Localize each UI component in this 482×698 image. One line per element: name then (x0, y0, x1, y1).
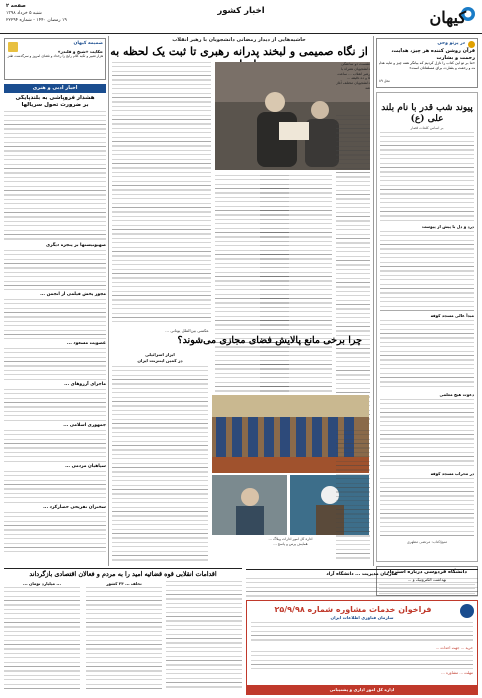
feature-sub-b: مبدأ عالی مسجد کوفه (430, 313, 474, 318)
feature-body-4 (380, 399, 474, 469)
bottom-left-sub2: ... میلیارد تومان ... (23, 581, 61, 586)
lead-intro: نشست دو ساعتگی دانشجویان همراه با رهبر انقلاب ... ساعت ۵ و ده دقیقه ... دانشجویان مختلف آغاز شد (336, 62, 370, 90)
feature-subtitle: بر اساس کلمات قصار (410, 126, 444, 130)
quran-box-heading: قرآن روشن کننده هر چیز، هدایت، رحمت و بشارت (391, 48, 475, 61)
lead-col-3 (215, 175, 289, 425)
feature-box (376, 92, 478, 562)
left-h3: مجوز پخش فیلمی از انجمن ... (40, 292, 106, 297)
left-body-8 (4, 512, 106, 552)
feature-sub-a: درد و دل با پیش از پیوست (421, 224, 474, 229)
lead-kicker: حاشیه‌هایی از دیدار رمضانی دانشجویان با رهبر انقلاب (172, 37, 306, 43)
caption-1: اداره کل امور ادارات وبلاگ ... (268, 537, 313, 541)
ad-notice: سازمان فناوری اطلاعات ایران (330, 615, 394, 620)
ad-footer-bar (247, 685, 477, 694)
feature-title: پیوند شب قدر با نام بلند علی (ع) (381, 103, 473, 124)
left-h8: سخنران تفریحی حصارکرد ... (43, 505, 106, 510)
masthead (0, 0, 482, 34)
quran-box-text: «ما بر تو این کتاب را نازل کردیم که بیانگر همه چیز و مایه هدایت و رحمت و بشارت برای مسلمانان است» (379, 61, 475, 70)
left-body-5 (4, 389, 106, 421)
bottom-left-title: اقدامات انقلابی قوه قضائیه امید را به مردم و فعالان اقتصادی بازگرداند (29, 571, 217, 578)
small-box-title: دانشگاه فردوسی درباره استرداد (387, 569, 467, 575)
left-col (4, 95, 106, 565)
left-h5: ماجرای آرزوهای ... (64, 382, 106, 387)
feature-footer: منبع/کتاب: مرتضی مطهری (406, 540, 448, 544)
agency-line: سازمان مدیریت ... دانشگاه آزاد (246, 569, 478, 577)
feature-sub-d: در محراب مسجد کوفه (430, 471, 474, 476)
ad-body-2 (251, 651, 473, 669)
quran-box-source: نحل ۸۹ (379, 79, 390, 83)
gift-icon (8, 42, 18, 52)
speaker-photo-left (212, 475, 287, 535)
ad-logo (460, 604, 474, 618)
ad-item-2: مهلت ... مشاوره ... (441, 670, 473, 675)
feature-body-2 (380, 231, 474, 311)
mid-sub2: در کمین اینترنت ایران (137, 358, 183, 363)
tanz-box-subtitle: حکایت «شیخ و قلندر» (57, 49, 103, 54)
section-title: اخبار کشور (217, 6, 265, 16)
left-body-6 (4, 430, 106, 462)
ad-body-1 (251, 622, 473, 644)
quran-box-title: در پرتو وحی (437, 41, 465, 46)
left-body-3 (4, 299, 106, 339)
mid-col-left (112, 366, 208, 561)
left-body-7 (4, 471, 106, 503)
page-number: صفحه ۲ (6, 3, 26, 9)
caption-2: همایش پرس و پاسخ ... (273, 542, 308, 546)
tanz-box-title: ضمیمه کیهان (73, 41, 103, 46)
mid-headline: چرا برخی مانع پالایش فضای مجازی می‌شوند؟ (177, 335, 362, 346)
left-body-4 (4, 348, 106, 380)
bottom-left-col-1 (166, 581, 242, 691)
feature-body-1 (380, 132, 474, 222)
lead-col-left (112, 62, 211, 322)
tanz-box-text: هزار تعبیر و تکیه کلام رایج را رخداد و فضای امروز و سرگذشت طنز (7, 54, 103, 58)
date-line-2: ۱۹ رمضان ۱۴۴۰ - شماره ۲۲۲۹۴ (6, 18, 67, 23)
quran-box (376, 38, 478, 88)
sun-icon (468, 41, 475, 48)
logo-text: کیهان (429, 8, 466, 27)
bottom-left-sub1: تخلف ... ۲۴ کشور (106, 581, 142, 586)
small-box-sub: بهداشت الکترونیک و ... (407, 577, 447, 582)
left-body-2 (4, 250, 106, 290)
divider (373, 36, 374, 566)
ad-item-1: خرید ... جهت احداث ... (435, 645, 473, 650)
bottom-left-story (4, 568, 242, 694)
lead-headline: از نگاه صمیمی و لبخند پدرانه رهبری تا ثبت یک لحظه به (110, 45, 368, 58)
left-h4: عضویت مسعود ... (66, 341, 106, 346)
left-section-title: اخبار ادبی و هنری (32, 85, 78, 91)
left-h7: سپاهیان مردمی ... (65, 464, 106, 469)
feature-sub-c: دعوت هیچ معلمی (439, 392, 474, 397)
left-h6: جمهوری اسلامی ... (63, 423, 106, 428)
bottom-left-col-2 (86, 587, 162, 691)
left-section-header (4, 84, 106, 93)
feature-body-5 (380, 478, 474, 538)
lead-col-right (336, 115, 370, 425)
left-body-1 (4, 111, 106, 241)
feature-body-3 (380, 320, 474, 390)
left-h1: هشدار فروپاشی به بلندپایگی (15, 95, 95, 101)
tanz-box (4, 38, 106, 80)
tender-ad (246, 600, 478, 695)
left-h2: صهیونیستها بر پنجره دیگری (45, 243, 106, 248)
date-line-1: شنبه ۵ خرداد ۱۳۹۸ (6, 11, 42, 16)
mid-kicker: عکسی بین‌الملل یونانی ... (165, 328, 209, 333)
ad-footer-label: اداره کل امور اداری و پشتیبانی (329, 687, 395, 692)
divider (108, 36, 109, 566)
ad-banner: فراخوان خدمات مشاوره شماره ۲۵/۹/۹۸ (274, 605, 432, 614)
agency-body (246, 578, 478, 598)
left-h1-sub: بر ضرورت تحول سریالها (21, 102, 89, 108)
bottom-left-col-3 (4, 587, 80, 691)
mid-sub1: ابزار اسرائیلی (145, 352, 175, 357)
